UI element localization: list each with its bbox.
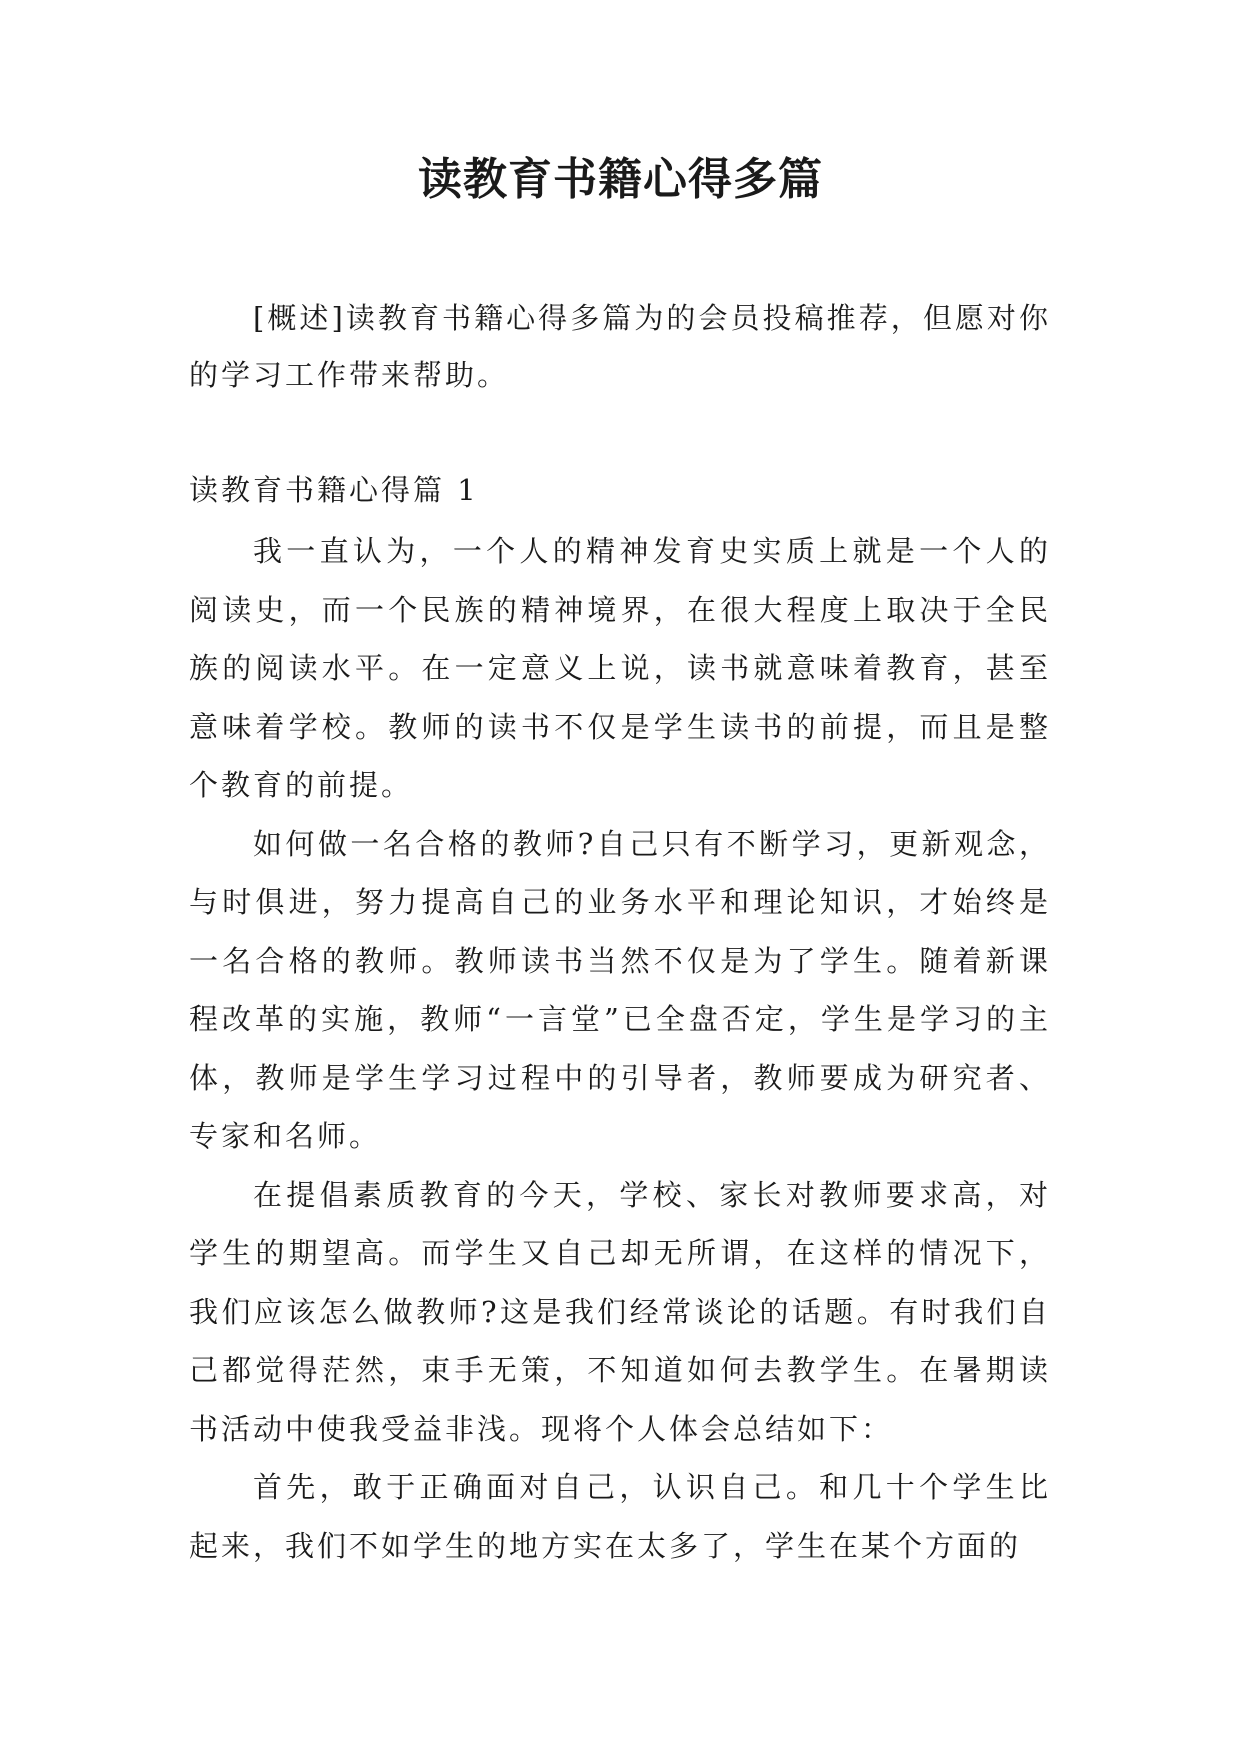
body-paragraph: 如何做一名合格的教师?自己只有不断学习，更新观念，与时俱进，努力提高自己的业务水平和理论知识，才始终是一名合格的教师。教师读书当然不仅是为了学生。随着新课程改革的实施，教师“一言堂”已全盘否定，学生是学习的主体，教师是学生学习过程中的引导者，教师要成为研究者、专家和名师。 xyxy=(189,826,1051,1153)
body-paragraph: 首先，敢于正确面对自己，认识自己。和几十个学生比起来，我们不如学生的地方实在太多了，学生在某个方面的 xyxy=(189,1470,1051,1563)
section-heading: 读教育书籍心得篇 1 xyxy=(189,473,479,507)
summary-paragraph: [概述]读教育书籍心得多篇为的会员投稿推荐，但愿对你的学习工作带来帮助。 xyxy=(189,301,1051,392)
body-text xyxy=(189,522,1051,1575)
body-paragraph: 我一直认为，一个人的精神发育史实质上就是一个人的阅读史，而一个民族的精神境界，在很大程度上取决于全民族的阅读水平。在一定意义上说，读书就意味着教育，甚至意味着学校。教师的读书不仅是学生读书的前提，而且是整个教育的前提。 xyxy=(189,534,1051,802)
body-paragraph: 在提倡素质教育的今天，学校、家长对教师要求高，对学生的期望高。而学生又自己却无所谓，在这样的情况下，我们应该怎么做教师?这是我们经常谈论的话题。有时我们自己都觉得茫然，束手无策，不知道如何去教学生。在暑期读书活动中使我受益非浅。现将个人体会总结如下： xyxy=(189,1177,1051,1446)
document-title: 读教育书籍心得多篇 xyxy=(418,154,823,205)
